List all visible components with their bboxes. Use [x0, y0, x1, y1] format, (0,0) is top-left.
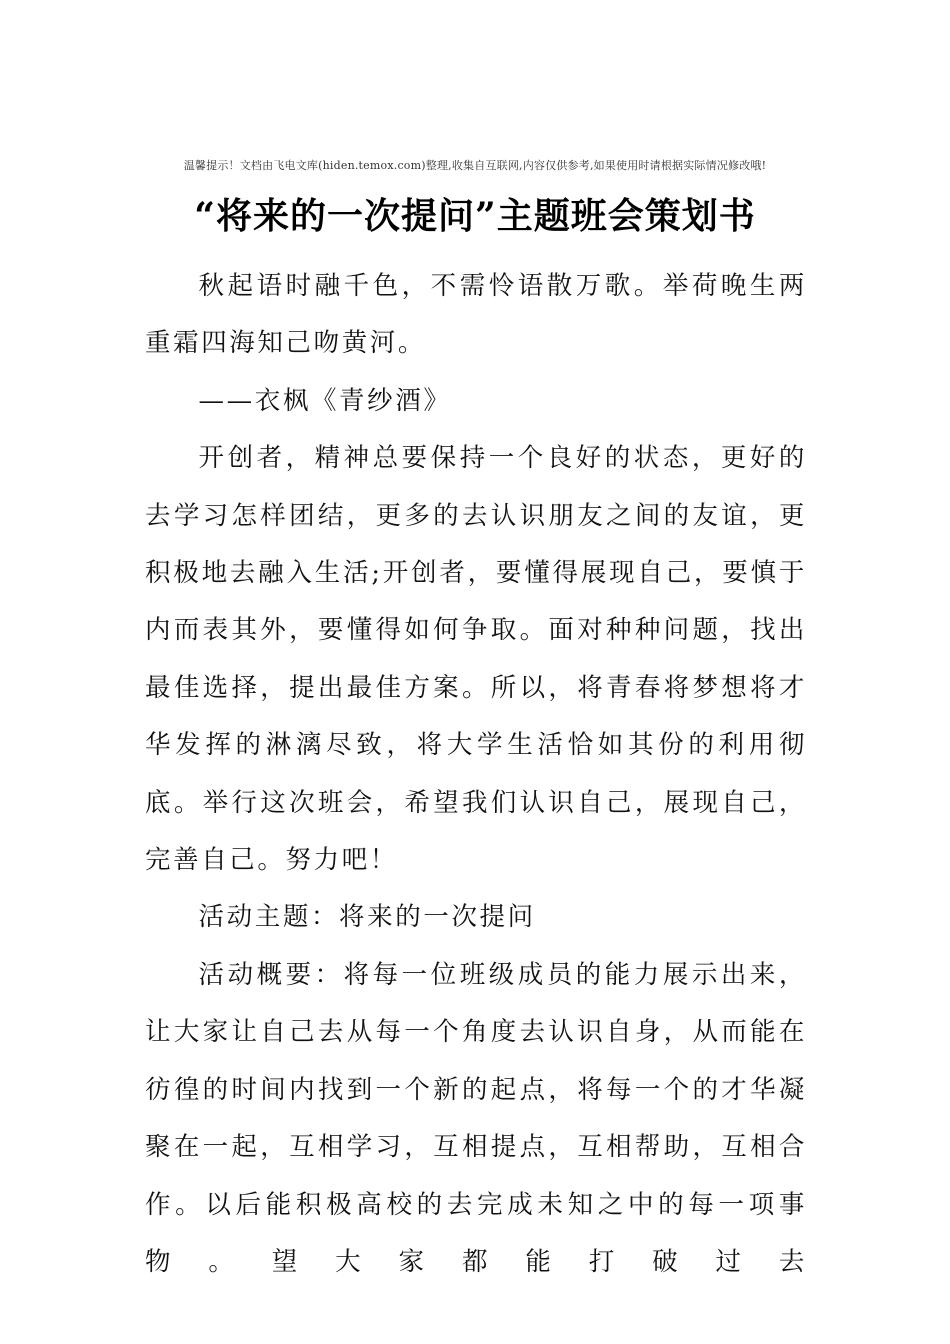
activity-theme: 活动主题：将来的一次提问 [198, 902, 536, 933]
header-notice: 温馨提示！文档由飞电文库(hiden.temox.com)整理,收集自互联网,内容仅供参考,如果使用时请根据实际情况修改哦! [183, 159, 767, 172]
poem-paragraph: 秋起语时融千色，不需怜语散万歌。举荷晚生两重霜四海知己吻黄河。 [145, 271, 807, 359]
poem-attribution: ——衣枫《青纱酒》 [198, 385, 452, 416]
document-body [145, 258, 807, 1291]
document-title: “将来的一次提问”主题班会策划书 [194, 195, 756, 237]
intro-paragraph: 开创者，精神总要保持一个良好的状态，更好的去学习怎样团结，更多的去认识朋友之间的友谊，更积极地去融入生活;开创者，要懂得展现自己，要慎于内而表其外，要懂得如何争取。面对种种问题，找出最佳选择，提出最佳方案。所以，将青春将梦想将才华发挥的淋漓尽致，将大学生活恰如其份的利用彻底。举行这次班会，希望我们认识自己，展现自己，完善自己。努力吧！ [145, 443, 807, 876]
activity-overview: 活动概要：将每一位班级成员的能力展示出来，让大家让自己去从每一个角度去认识自身，从而能在彷徨的时间内找到一个新的起点，将每一个的才华凝聚在一起，互相学习，互相提点，互相帮助，互相合作。以后能积极高校的去完成未知之中的每一项事物。望大家都能打破过去 [145, 959, 807, 1277]
